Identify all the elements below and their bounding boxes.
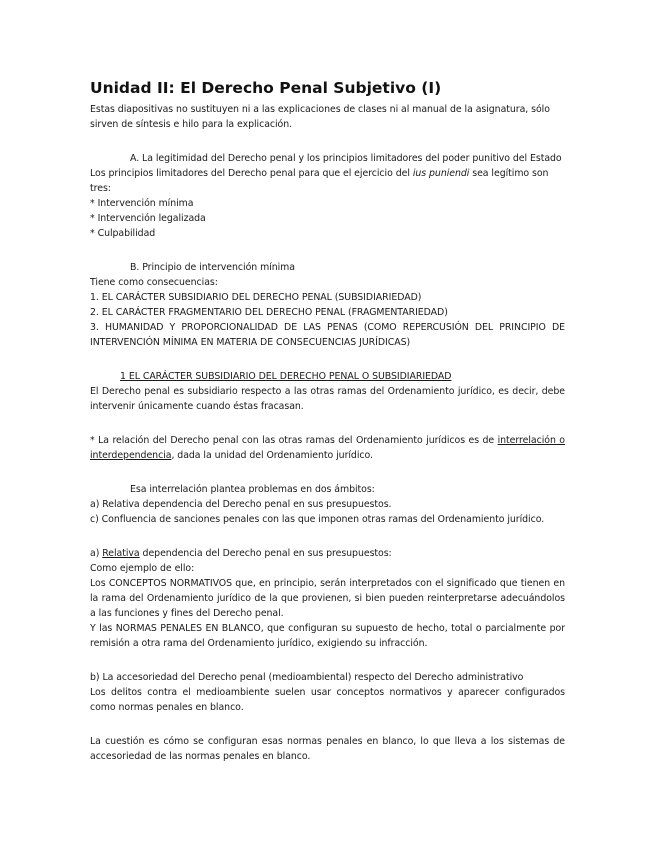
relative-underlined: Relativa: [102, 548, 140, 559]
accessory-question: La cuestión es cómo se configuran esas normas penales en blanco, lo que lleva a los sistemas de accesoriedad de las normas penales en blanco.: [90, 736, 565, 762]
relative-prefix: a): [90, 548, 103, 559]
relation-text: [90, 433, 565, 463]
concepts-text: Los CONCEPTOS NORMATIVOS que, en principio, serán interpretados con el significado que tienen en la rama del Ordenamiento jurídico de la que provienen, si bien pueden reinterpretarse adecuándolos a las funciones y fines del Derecho penal.: [90, 578, 565, 619]
consequence-item: 2. EL CARÁCTER FRAGMENTARIO DEL DERECHO PENAL (FRAGMENTARIEDAD): [90, 307, 448, 318]
subsidiarity-text: El Derecho penal es subsidiario respecto a las otras ramas del Ordenamiento jurídico, es decir, debe intervenir únicamente cuando éstas fracasan.: [90, 386, 565, 412]
section-a-heading: A. La legitimidad del Derecho penal y los principios limitadores del poder punitivo del Estado: [130, 153, 562, 164]
principle-item: * Intervención legalizada: [90, 213, 206, 224]
norms-text: Y las NORMAS PENALES EN BLANCO, que configuran su supuesto de hecho, total o parcialmente por remisión a otra rama del Ordenamiento jurídico, exigiendo su infracción.: [90, 623, 565, 649]
example-lead: Como ejemplo de ello:: [90, 563, 195, 574]
problems-lead: Esa interrelación plantea problemas en dos ámbitos:: [130, 484, 375, 495]
relation-underlined: interrelación o interdependencia: [90, 435, 565, 461]
section-a-ius-puniendi: ius puniendi: [412, 168, 470, 179]
accessory-heading: b) La accesoriedad del Derecho penal (medioambiental) respecto del Derecho administrativo: [90, 672, 524, 683]
relation-text-start: * La relación del Derecho penal con las otras ramas del Ordenamiento jurídicos es de: [90, 435, 498, 446]
section-a-text: [90, 166, 565, 196]
intro-text: Estas diapositivas no sustituyen ni a las explicaciones de clases ni al manual de la asignatura, sólo sirven de síntesis e hilo para la explicación.: [90, 104, 550, 130]
section-b-heading: B. Principio de intervención mínima: [130, 262, 295, 273]
relation-text-end: , dada la unidad del Ordenamiento jurídico.: [171, 450, 373, 461]
document-page: [90, 78, 565, 764]
principle-item: * Intervención mínima: [90, 198, 194, 209]
consequence-item: 1. EL CARÁCTER SUBSIDIARIO DEL DERECHO PENAL (SUBSIDIARIEDAD): [90, 292, 422, 303]
section-a-text-end: sea legítimo son tres:: [90, 168, 549, 194]
problem-item: a) Relativa dependencia del Derecho penal en sus presupuestos.: [90, 499, 392, 510]
accessory-text: Los delitos contra el medioambiente suelen usar conceptos normativos y aparecer configurados como normas penales en blanco.: [90, 687, 565, 713]
principle-item: * Culpabilidad: [90, 228, 156, 239]
subsidiarity-heading-text: 1 EL CARÁCTER SUBSIDIARIO DEL DERECHO PENAL O SUBSIDIARIEDAD: [120, 371, 452, 382]
relative-heading: [90, 546, 565, 561]
subsidiarity-heading: [90, 369, 565, 384]
section-b-lead: Tiene como consecuencias:: [90, 277, 218, 288]
problem-item: c) Confluencia de sanciones penales con las que imponen otras ramas del Ordenamiento jurídico.: [90, 514, 545, 525]
relative-suffix: dependencia del Derecho penal en sus presupuestos:: [139, 548, 392, 559]
consequence-item: 3. HUMANIDAD Y PROPORCIONALIDAD DE LAS PENAS (COMO REPERCUSIÓN DEL PRINCIPIO DE INTERVENCIÓN MÍNIMA EN MATERIA DE CONSECUENCIAS JURÍDICAS): [90, 322, 565, 348]
page-title: Unidad II: El Derecho Penal Subjetivo (I): [90, 79, 442, 97]
section-a-text-start: Los principios limitadores del Derecho penal para que el ejercicio del: [90, 168, 413, 179]
